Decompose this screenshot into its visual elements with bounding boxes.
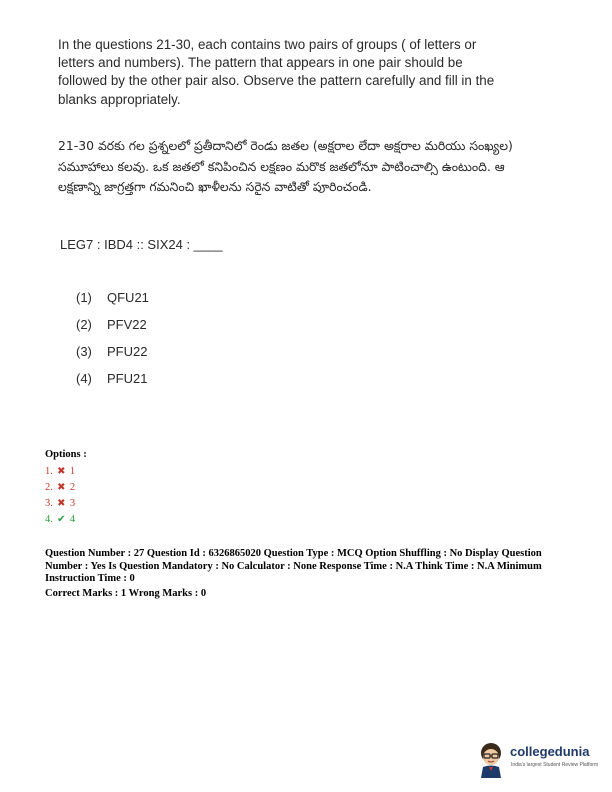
correct-check-icon: ✔	[57, 513, 66, 525]
question-metadata	[45, 548, 565, 600]
option-3	[45, 495, 87, 511]
choice-number: (2)	[76, 317, 92, 332]
option-4	[45, 511, 87, 527]
choice-4	[76, 371, 149, 398]
choice-number: (3)	[76, 344, 92, 359]
choice-number: (1)	[76, 290, 92, 305]
choice-3	[76, 344, 149, 371]
choice-text: QFU21	[107, 290, 149, 305]
question-info: Question Number : 27 Question Id : 6326865020 Question Type : MCQ Option Shuffling : No Display Question Number : Yes Is Question Mandatory : No Calculator : None Response Time : N.A Think Time : N.A Minimum Instruction Time : 0	[45, 548, 542, 585]
choice-text: PFV22	[107, 317, 147, 332]
options-block	[45, 449, 87, 527]
options-header: Options :	[45, 449, 87, 460]
mascot-icon	[475, 740, 509, 778]
wrong-cross-icon: ✖	[57, 481, 66, 493]
choice-2	[76, 317, 149, 344]
logo-tagline: India's largest Student Review Platform	[511, 762, 599, 768]
option-1	[45, 463, 87, 479]
option-value: 1	[69, 465, 76, 477]
option-index: 2.	[45, 481, 53, 493]
option-index: 1.	[45, 465, 53, 477]
logo-name: collegedunia	[510, 744, 590, 759]
question-english: In the questions 21-30, each contains two pairs of groups ( of letters or letters and numbers). The pattern that appears in one pair should be followed by the other pair also. Observe the pattern carefully and fill in the blanks appropriately.	[58, 37, 495, 107]
option-value: 2	[69, 481, 76, 493]
collegedunia-logo	[475, 740, 603, 778]
option-index: 4.	[45, 513, 53, 525]
option-2	[45, 479, 87, 495]
option-value: 4	[69, 513, 76, 525]
question-telugu: 21-30 వరకు గల ప్రశ్నలలో ప్రతీదానిలో రెండు జతల (అక్షరాల లేదా అక్షరాల మరియు సంఖ్యల) సమూహాలు కలవు. ఒక జతలో కనిపించిన లక్షణం మరొక జతలోనూ పాటించాల్సి ఉంటుంది. ఆ లక్షణాన్ని జాగ్రత్తగా గమనించి ఖాళీలను సరైన వాటితో పూరించండి.	[58, 138, 513, 194]
choice-number: (4)	[76, 371, 92, 386]
choice-text: PFU22	[107, 344, 148, 359]
wrong-cross-icon: ✖	[57, 497, 66, 509]
option-value: 3	[69, 497, 76, 509]
marks-info: Correct Marks : 1 Wrong Marks : 0	[45, 587, 207, 599]
wrong-cross-icon: ✖	[57, 465, 66, 477]
answer-choices	[76, 290, 149, 398]
choice-text: PFU21	[107, 371, 148, 386]
choice-1	[76, 290, 149, 317]
option-index: 3.	[45, 497, 53, 509]
question-series: LEG7 : IBD4 :: SIX24 : ____	[60, 237, 223, 252]
